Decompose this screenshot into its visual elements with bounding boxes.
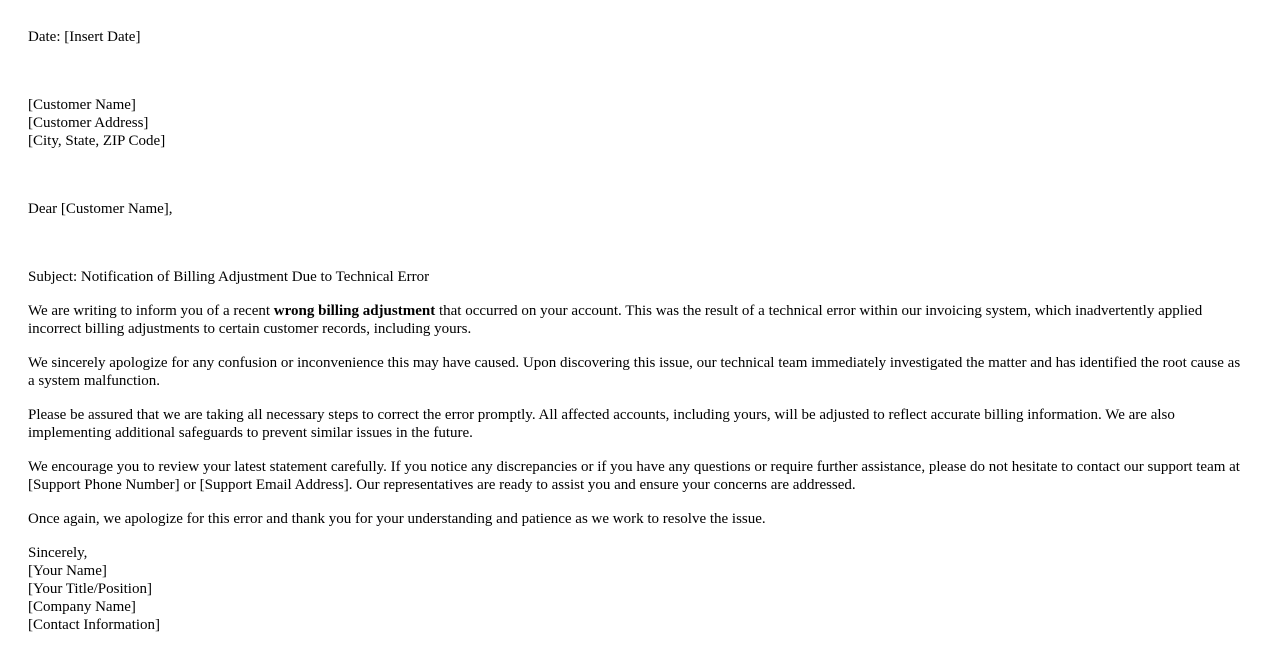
subject-line: Subject: Notification of Billing Adjustment Due to Technical Error — [28, 269, 430, 285]
body-paragraph-5: Once again, we apologize for this error and thank you for your understanding and patience as we work to resolve the issue. — [28, 511, 766, 527]
body-paragraph-2: We sincerely apologize for any confusion or inconvenience this may have caused. Upon discovering this issue, our technical team immediately investigated the matter and has identified the root cause as a system malfunction. — [28, 355, 1241, 389]
recipient-address-block — [28, 96, 1243, 150]
body-paragraph-3: Please be assured that we are taking all necessary steps to correct the error promptly. All affected accounts, including yours, will be adjusted to reflect accurate billing information. We are also implementing additional safeguards to prevent similar issues in the future. — [28, 407, 1175, 441]
letter-date: Date: [Insert Date] — [28, 29, 141, 45]
sign-off: Sincerely, — [28, 545, 88, 561]
sender-name: [Your Name] — [28, 563, 107, 579]
recipient-city-state-zip: [City, State, ZIP Code] — [28, 133, 166, 149]
salutation: Dear [Customer Name], — [28, 201, 173, 217]
body-paragraph-4: We encourage you to review your latest statement carefully. If you notice any discrepancies or if you have any questions or require further assistance, please do not hesitate to contact our support team at [Support Phone Number] or [Support Email Address]. Our representatives are ready to assist you and ensure your concerns are addressed. — [28, 459, 1240, 493]
paragraph-1-intro: We are writing to inform you of a recent — [28, 303, 274, 319]
recipient-address: [Customer Address] — [28, 115, 149, 131]
paragraph-1-emphasis: wrong billing adjustment — [273, 303, 436, 319]
sender-title: [Your Title/Position] — [28, 581, 152, 597]
paragraph-1-rest: that occurred on your account. This was the result of a technical error within our invoicing system, which inadvertently applied incorrect billing adjustments to certain customer records, including yours. — [28, 303, 1203, 337]
sender-contact: [Contact Information] — [28, 617, 161, 633]
recipient-name: [Customer Name] — [28, 97, 136, 113]
closing-signature-block — [28, 544, 1243, 634]
body-paragraph-1 — [28, 302, 1243, 338]
letter-document — [28, 28, 1243, 634]
sender-company: [Company Name] — [28, 599, 136, 615]
